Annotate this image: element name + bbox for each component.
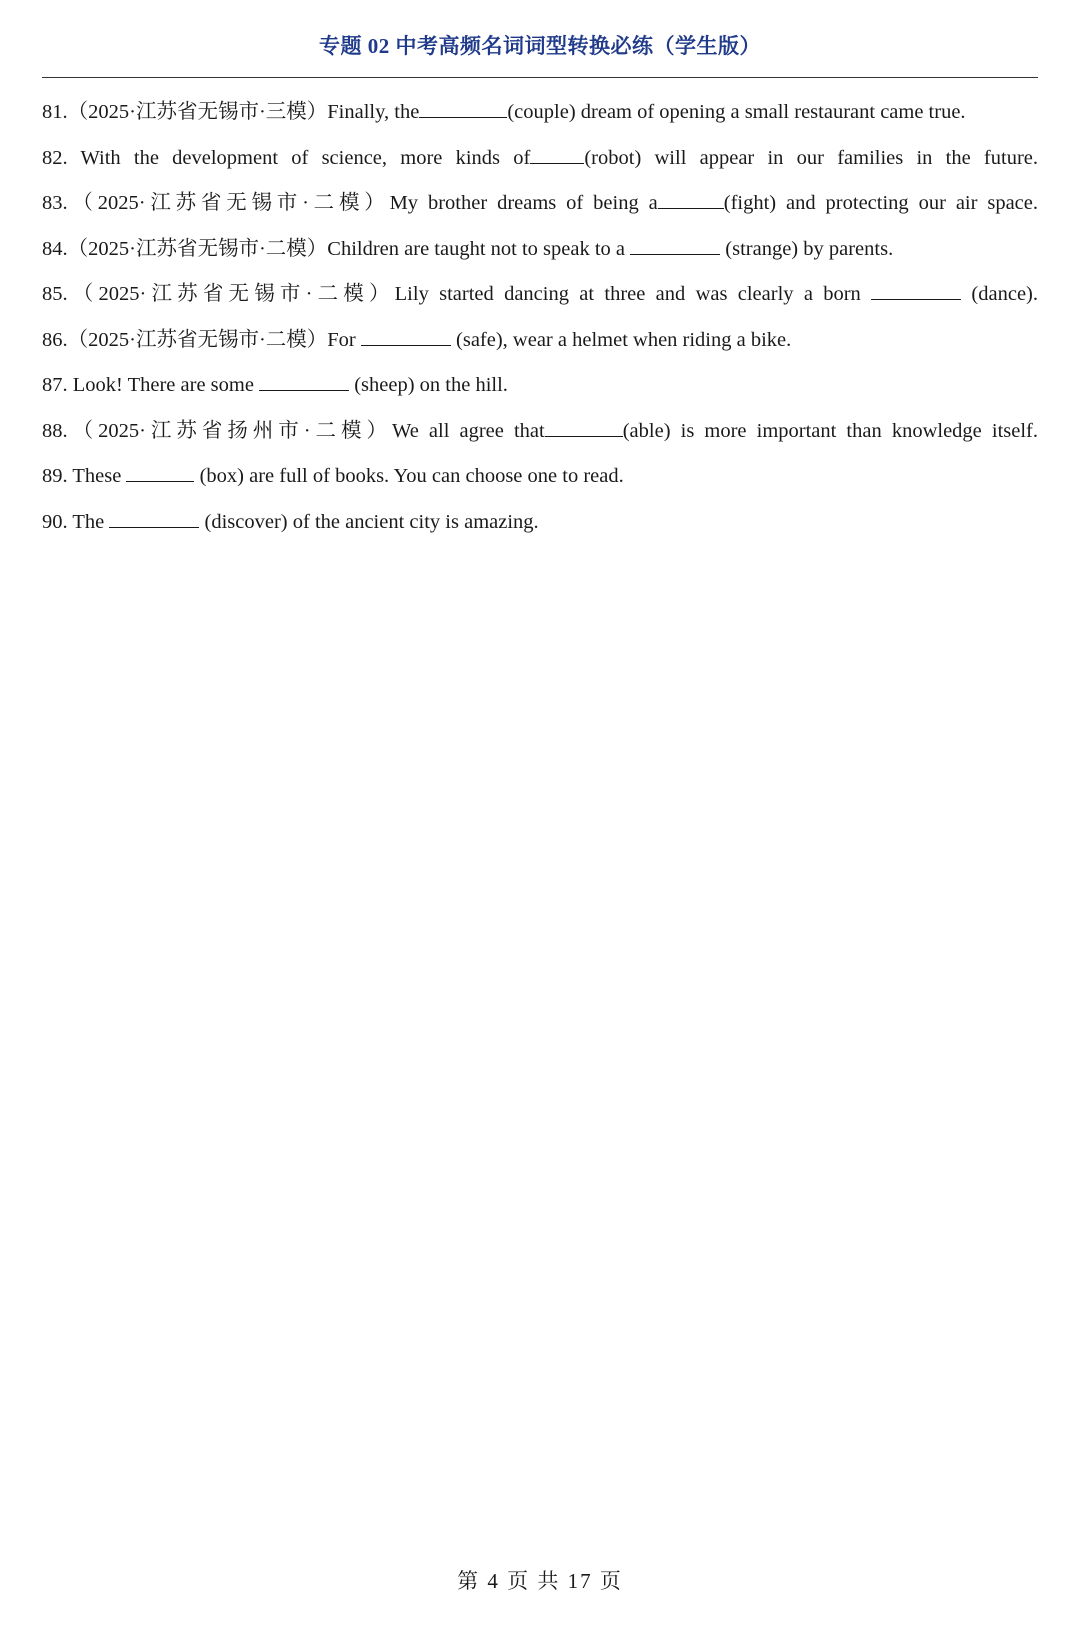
question-text-before: These [72,465,127,487]
question-source: （2025·江苏省无锡市·二模） [67,192,390,214]
question-85 [42,272,1038,318]
question-number: 83. [42,192,68,214]
question-88 [42,409,1038,455]
answer-blank[interactable] [419,99,507,118]
answer-blank[interactable] [109,509,199,528]
question-text-after: (discover) of the ancient city is amazing. [199,510,539,533]
question-text-before: Finally, the [327,101,420,123]
question-text-before: The [72,510,110,533]
question-text-before: Look! There are some [72,374,260,396]
question-89 [42,454,1038,500]
question-text-before: Children are taught not to speak to a [327,237,631,260]
question-90 [42,500,1038,546]
question-source: （2025·江苏省无锡市·二模） [67,237,328,260]
answer-blank[interactable] [259,372,349,391]
question-text-before: My brother dreams of being a [389,192,658,214]
question-list [42,90,1038,545]
question-87 [42,363,1038,409]
question-text-before: We all agree that [392,419,545,442]
question-source: （2025·江苏省扬州市·二模） [67,419,392,442]
question-number: 85. [42,283,68,305]
question-text-after: (fight) and protecting our air space. [723,192,1039,214]
page-number: 第 4 页 共 17 页 [457,1569,623,1593]
question-source: （2025·江苏省无锡市·二模） [67,328,328,351]
question-86 [42,318,1038,364]
question-number: 90. [42,510,68,533]
question-number: 88. [42,419,68,442]
question-text-after: (safe), wear a helmet when riding a bike. [450,328,792,351]
question-text-before: Lily started dancing at three and was clearly a born [394,283,872,305]
question-number: 86. [42,328,68,351]
answer-blank[interactable] [630,236,720,255]
answer-blank[interactable] [545,418,623,437]
question-number: 81. [42,101,68,123]
question-83 [42,181,1038,227]
question-number: 84. [42,237,68,260]
question-text-after: (box) are full of books. You can choose one to read. [194,465,624,487]
question-text-after: (robot) will appear in our families in the future. [584,146,1038,169]
question-84 [42,227,1038,273]
answer-blank[interactable] [658,190,724,209]
answer-blank[interactable] [871,281,961,300]
question-text-after: (dance). [961,283,1039,305]
page-title: 专题 02 中考高频名词词型转换必练（学生版） [319,34,761,58]
question-number: 82. [42,146,68,169]
question-text-after: (strange) by parents. [720,237,894,260]
question-81 [42,90,1038,136]
answer-blank[interactable] [126,463,194,482]
question-source: （2025·江苏省无锡市·二模） [67,283,395,305]
question-number: 87. [42,374,68,396]
question-text-after: (sheep) on the hill. [349,374,508,396]
question-source: （2025·江苏省无锡市·三模） [67,101,328,123]
header-divider [42,77,1038,78]
question-number: 89. [42,465,68,487]
question-text-after: (couple) dream of opening a small restaurant came true. [507,101,966,123]
question-text-after: (able) is more important than knowledge itself. [622,419,1038,442]
answer-blank[interactable] [361,327,451,346]
answer-blank[interactable] [530,145,584,164]
question-text-before: With the development of science, more kinds of [80,146,531,169]
question-82 [42,136,1038,182]
question-text-before: For [327,328,361,351]
